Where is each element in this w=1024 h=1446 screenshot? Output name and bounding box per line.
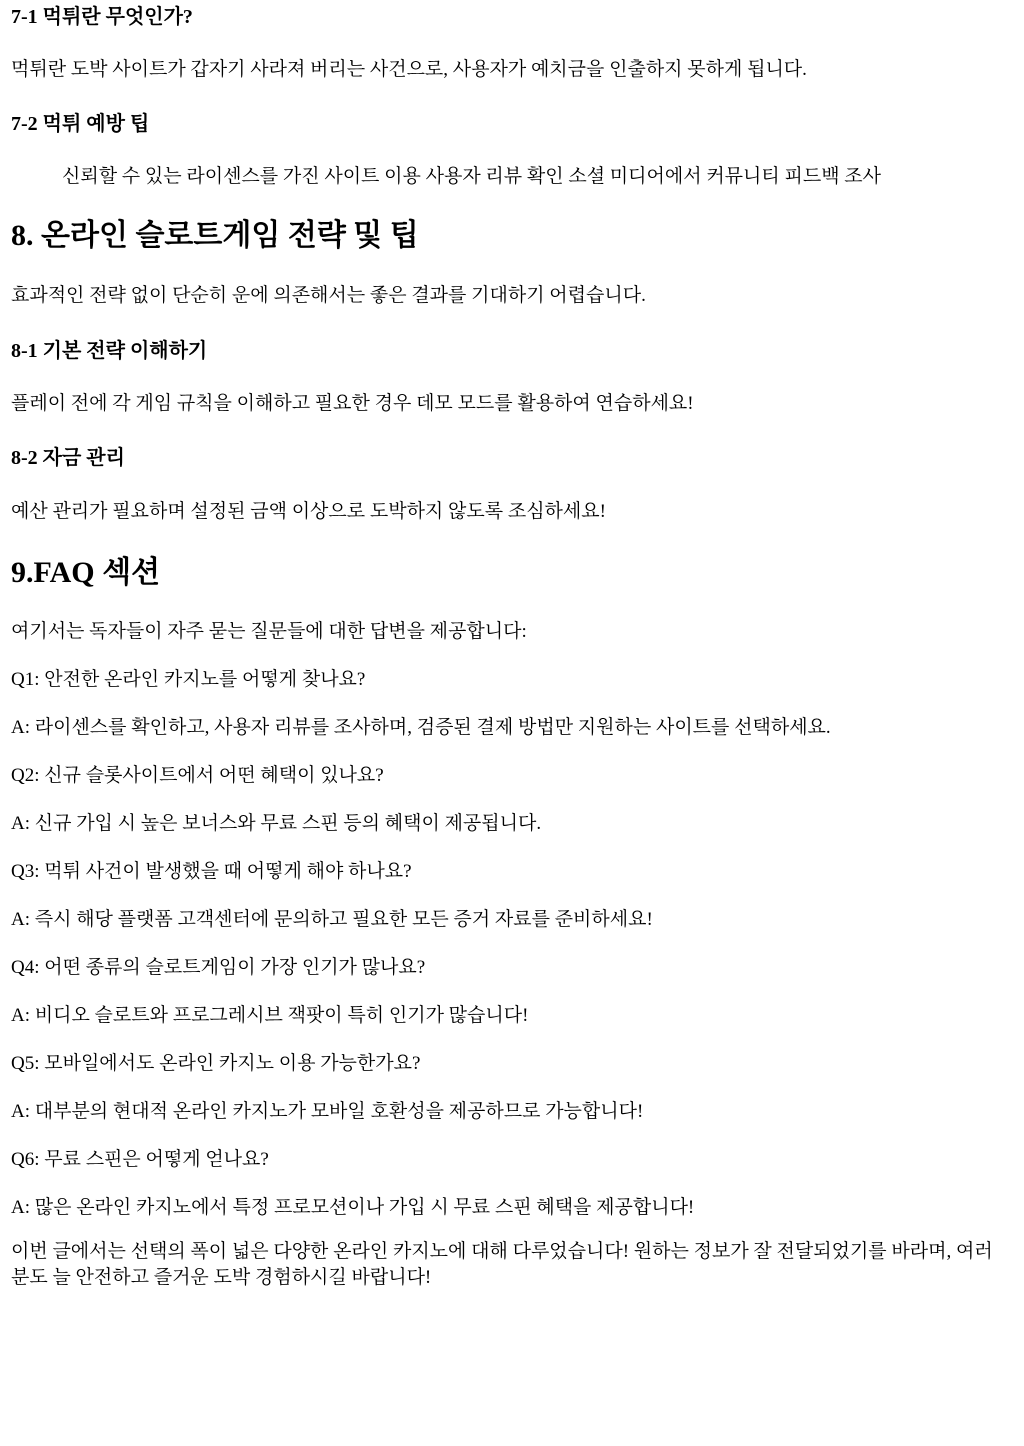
faq-intro: 여기서는 독자들이 자주 묻는 질문들에 대한 답변을 제공합니다: [11,621,527,642]
faq-answer: A: 비디오 슬로트와 프로그레시브 잭팟이 특히 인기가 많습니다! [11,1005,529,1026]
closing-paragraph: 이번 글에서는 선택의 폭이 넓은 다양한 온라인 카지노에 대해 다루었습니다! 원하는 정보가 잘 전달되었기를 바라며, 여러분도 늘 안전하고 즐거운 도박 경험하시길 바랍니다! [11,1241,993,1288]
faq-answer: A: 즉시 해당 플랫폼 고객센터에 문의하고 필요한 모든 증거 자료를 준비하세요! [11,909,653,930]
faq-question: Q1: 안전한 온라인 카지노를 어떻게 찾나요? [11,669,366,690]
faq-answer: A: 많은 온라인 카지노에서 특정 프로모션이나 가입 시 무료 스핀 혜택을 제공합니다! [11,1197,695,1218]
section-7-2-heading: 7-2 먹튀 예방 팁 [11,113,150,135]
section-7-1-heading: 7-1 먹튀란 무엇인가? [11,6,193,28]
faq-list [11,667,1011,1243]
faq-answer: A: 대부분의 현대적 온라인 카지노가 모바일 호환성을 제공하므로 가능합니다! [11,1101,644,1122]
section-7-2-tips-list: 신뢰할 수 있는 라이센스를 가진 사이트 이용 사용자 리뷰 확인 소셜 미디어에서 커뮤니티 피드백 조사 [62,166,882,187]
section-7-1-paragraph: 먹튀란 도박 사이트가 갑자기 사라져 버리는 사건으로, 사용자가 예치금을 인출하지 못하게 됩니다. [11,59,807,80]
faq-question: Q3: 먹튀 사건이 발생했을 때 어떻게 해야 하나요? [11,861,412,882]
faq-answer: A: 라이센스를 확인하고, 사용자 리뷰를 조사하며, 검증된 결제 방법만 지원하는 사이트를 선택하세요. [11,717,831,738]
section-8-2-paragraph: 예산 관리가 필요하며 설정된 금액 이상으로 도박하지 않도록 조심하세요! [11,501,606,522]
faq-answer: A: 신규 가입 시 높은 보너스와 무료 스핀 등의 혜택이 제공됩니다. [11,813,542,834]
section-8-1-paragraph: 플레이 전에 각 게임 규칙을 이해하고 필요한 경우 데모 모드를 활용하여 연습하세요! [11,393,694,414]
faq-question: Q2: 신규 슬롯사이트에서 어떤 혜택이 있나요? [11,765,384,786]
faq-question: Q6: 무료 스핀은 어떻게 얻나요? [11,1149,269,1170]
closing-section [11,1239,1011,1291]
section-8-2-heading: 8-2 자금 관리 [11,447,125,469]
faq-question: Q5: 모바일에서도 온라인 카지노 이용 가능한가요? [11,1053,421,1074]
section-8-1-heading: 8-1 기본 전략 이해하기 [11,340,208,362]
section-9-heading: 9.FAQ 섹션 [11,556,161,589]
section-8-paragraph: 효과적인 전략 없이 단순히 운에 의존해서는 좋은 결과를 기대하기 어렵습니다. [11,285,646,306]
section-8-heading: 8. 온라인 슬로트게임 전략 및 팁 [11,219,419,252]
faq-question: Q4: 어떤 종류의 슬로트게임이 가장 인기가 많나요? [11,957,426,978]
